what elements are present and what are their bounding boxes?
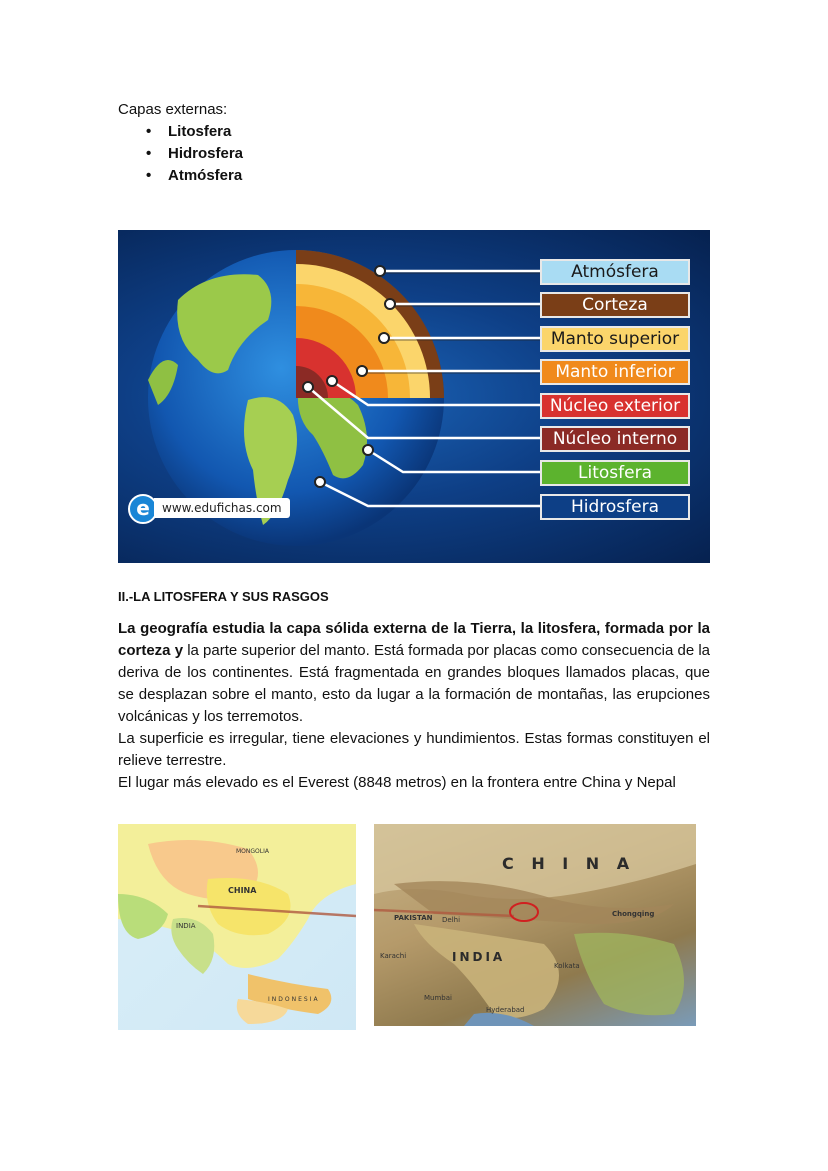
section-heading: II.-LA LITOSFERA Y SUS RASGOS: [118, 589, 329, 604]
map-label: Delhi: [442, 916, 461, 924]
map-label: INDONESIA: [268, 996, 320, 1003]
paragraph: La superficie es irregular, tiene elevaciones y hundimientos. Estas formas constituyen el relieve terrestre.: [118, 730, 710, 769]
label-nucleo-exterior: Núcleo exterior: [540, 393, 690, 419]
paragraph-bold: La geografía estudia la capa sólida externa de la Tierra, la litosfera, formada por la corteza y: [118, 620, 710, 659]
map-label: MONGOLIA: [236, 848, 269, 855]
map-label: C H I N A: [502, 854, 636, 873]
list-item: • Litosfera: [146, 121, 243, 143]
map-label: Kolkata: [554, 962, 580, 970]
label-manto-inferior: Manto inferior: [540, 359, 690, 385]
label-atmosfera: Atmósfera: [540, 259, 690, 285]
outer-layers-title: Capas externas:: [118, 101, 228, 118]
label-hidrosfera: Hidrosfera: [540, 494, 690, 520]
map-label: Hyderabad: [486, 1006, 525, 1014]
label-manto-superior: Manto superior: [540, 326, 690, 352]
map-label: Karachi: [380, 952, 407, 960]
list-item: • Hidrosfera: [146, 143, 243, 165]
map-label: Mumbai: [424, 994, 452, 1002]
map-label: PAKISTAN: [394, 914, 433, 922]
map-label: INDIA: [176, 922, 196, 930]
edufichas-badge: [128, 496, 284, 520]
outer-layers-list: [118, 121, 243, 187]
site-url: www.edufichas.com: [154, 498, 290, 518]
lithosphere-text: [118, 618, 710, 794]
himalaya-relief-map: [374, 824, 696, 1026]
outer-layers-section: [118, 99, 243, 187]
paragraph: [118, 618, 710, 728]
list-item: • Atmósfera: [146, 165, 243, 187]
label-nucleo-interno: Núcleo interno: [540, 426, 690, 452]
earth-layers-figure: [118, 230, 710, 563]
map-label: INDIA: [452, 950, 506, 964]
label-litosfera: Litosfera: [540, 460, 690, 486]
edufichas-logo-icon: e: [128, 494, 158, 524]
asia-political-map: [118, 824, 356, 1030]
label-corteza: Corteza: [540, 292, 690, 318]
paragraph: El lugar más elevado es el Everest (8848 metros) en la frontera entre China y Nepal: [118, 774, 676, 791]
paragraph-rest: la parte superior del manto. Está formada por placas como consecuencia de la deriva de los continentes. Está fragmentada en grandes bloques llamados placas, que se desplazan sobre el manto, esto da lugar a la formación de montañas, las erupciones volcánicas y los terremotos.: [118, 642, 711, 725]
map-label: Chongqing: [612, 910, 655, 918]
map-label: CHINA: [228, 886, 257, 895]
